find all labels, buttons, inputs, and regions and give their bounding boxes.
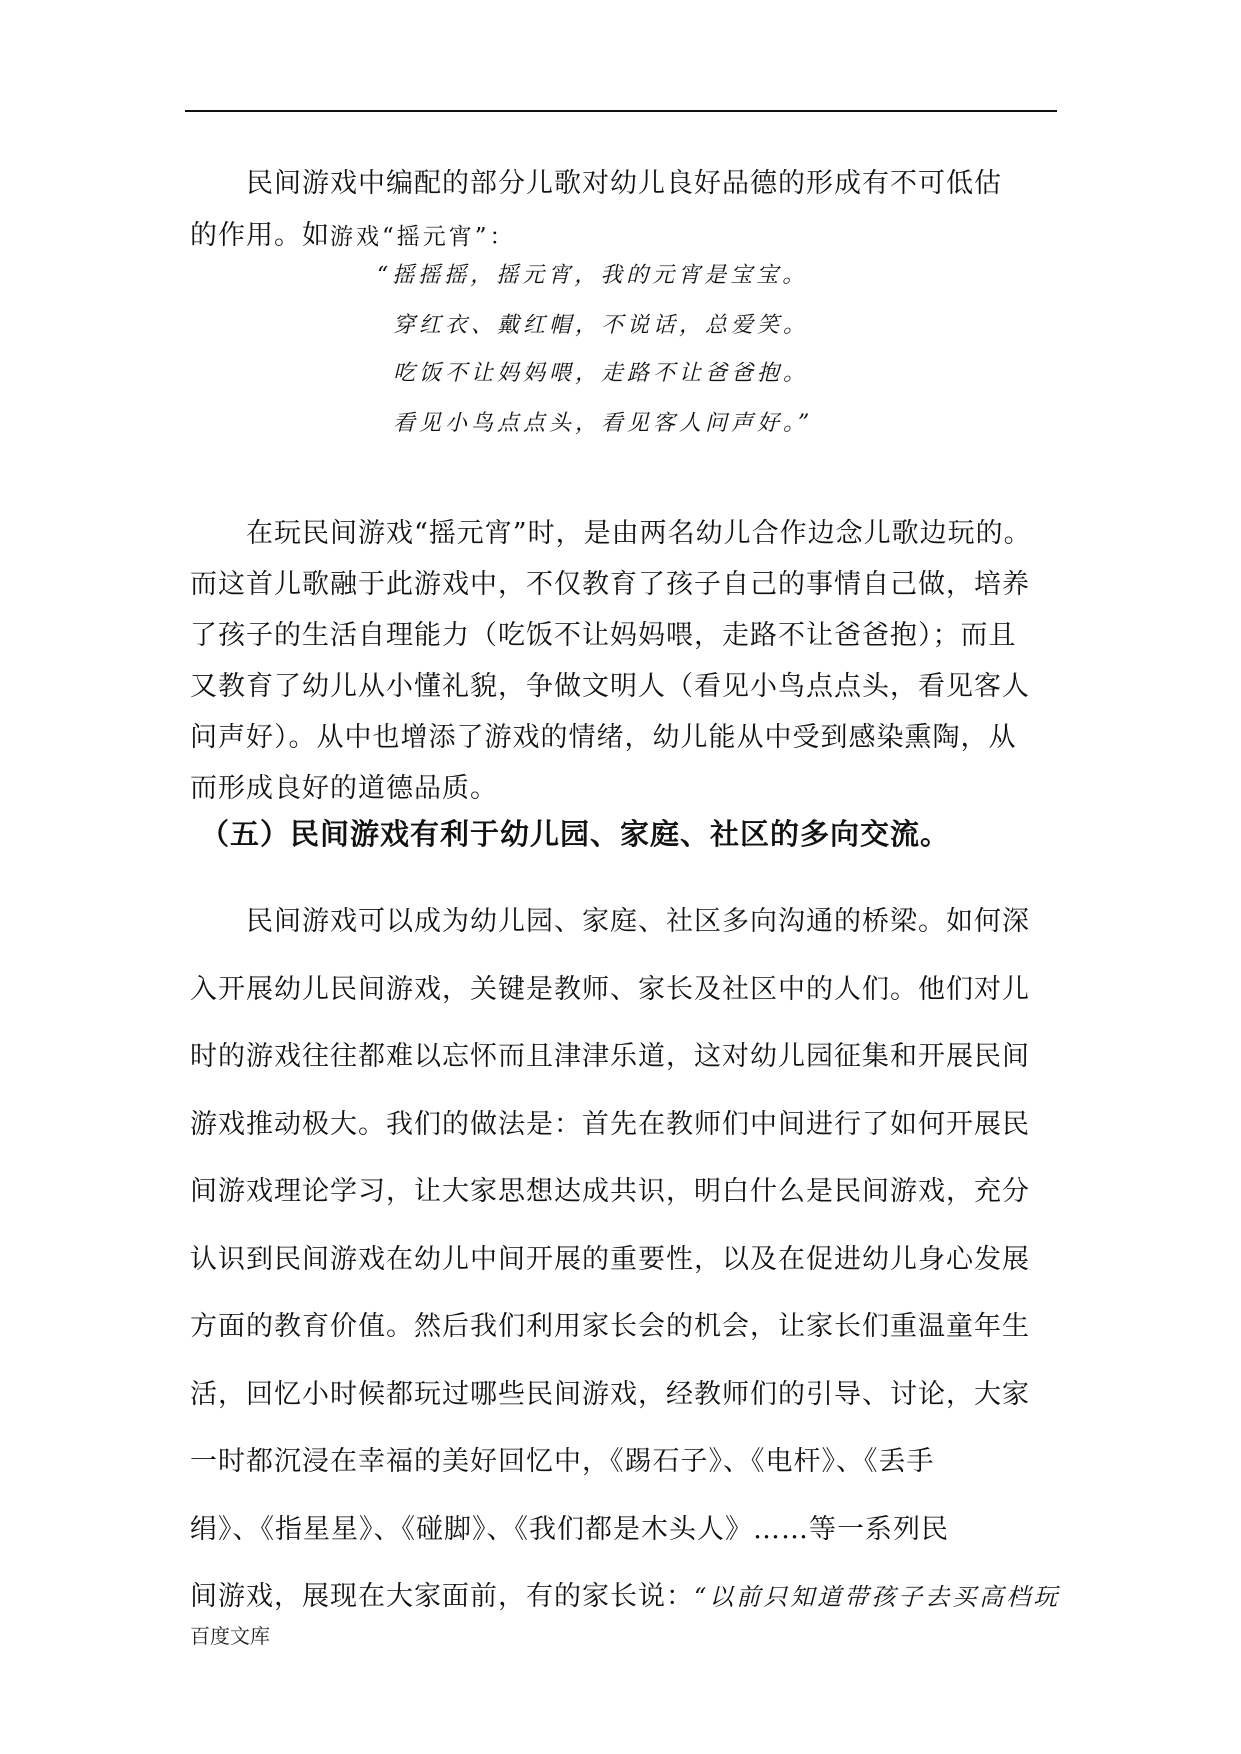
para3-line-11-plain: 间游戏，展现在大家面前，有的家长说： (190, 1581, 694, 1612)
para2-line-3: 了孩子的生活自理能力（吃饭不让妈妈喂，走路不让爸爸抱）；而且 (190, 620, 1017, 651)
parent-quote: “以前只知道带孩子去买高档玩 (694, 1583, 1061, 1611)
para3-line-10: 绢》、《指星星》、《碰脚》、《我们都是木头人》……等一系列民 (190, 1513, 949, 1545)
para3-line-4: 游戏推动极大。我们的做法是：首先在教师们中间进行了如何开展民 (190, 1108, 1030, 1140)
para3-line-9: 一时都沉浸在幸福的美好回忆中，《踢石子》、《电杆》、《丢手 (190, 1446, 935, 1477)
para3-line-2: 入开展幼儿民间游戏，关键是教师、家长及社区中的人们。他们对儿 (190, 973, 1030, 1005)
rhyme-line-2: 穿红衣、戴红帽，不说话，总爱笑。 (393, 313, 810, 338)
section-heading: （五）民间游戏有利于幼儿园、家庭、社区的多向交流。 (200, 817, 951, 851)
game-explanation-paragraph (190, 508, 1070, 814)
communication-paragraph (190, 888, 1070, 1631)
intro-line-2 (190, 210, 1070, 262)
rhyme-line-4: 看见小鸟点点头，看见客人问声好。” (393, 411, 814, 436)
intro-paragraph (190, 158, 1070, 262)
intro-line-2-kai: 游戏“摇元宵”： (330, 224, 516, 250)
rhyme-line-1: “摇摇摇，摇元宵，我的元宵是宝宝。 (377, 263, 809, 288)
para3-line-8: 活，回忆小时候都玩过哪些民间游戏，经教师们的引导、讨论，大家 (190, 1378, 1030, 1410)
para3-line-5: 间游戏理论学习，让大家思想达成共识，明白什么是民间游戏，充分 (190, 1176, 1030, 1207)
para2-line-6: 而形成良好的道德品质。 (190, 773, 498, 804)
para2-line-4: 又教育了幼儿从小懂礼貌，争做文明人（看见小鸟点点头，看见客人 (190, 671, 1030, 702)
para3-line-3: 时的游戏往往都难以忘怀而且津津乐道，这对幼儿园征集和开展民间 (190, 1041, 1030, 1072)
footer-source-label: 百度文库 (190, 1624, 270, 1648)
para3-line-6: 认识到民间游戏在幼儿中间开展的重要性，以及在促进幼儿身心发展 (190, 1243, 1030, 1275)
intro-line-2-plain: 的作用。如 (190, 220, 330, 251)
header-rule (185, 110, 1057, 112)
para2-line-1: 在玩民间游戏“摇元宵”时，是由两名幼儿合作边念儿歌边玩的。 (246, 518, 1032, 549)
para3-line-1: 民间游戏可以成为幼儿园、家庭、社区多向沟通的桥梁。如何深 (246, 906, 1030, 937)
rhyme-line-3: 吃饭不让妈妈喂，走路不让爸爸抱。 (393, 361, 810, 386)
intro-line-1: 民间游戏中编配的部分儿歌对幼儿良好品德的形成有不可低估 (246, 168, 1002, 199)
para3-line-11 (190, 1563, 1070, 1631)
para2-line-5: 问声好）。从中也增添了游戏的情绪，幼儿能从中受到感染熏陶，从 (190, 722, 1017, 753)
para3-line-7: 方面的教育价值。然后我们利用家长会的机会，让家长们重温童年生 (190, 1311, 1030, 1342)
para2-line-2: 而这首儿歌融于此游戏中，不仅教育了孩子自己的事情自己做，培养 (190, 569, 1030, 600)
